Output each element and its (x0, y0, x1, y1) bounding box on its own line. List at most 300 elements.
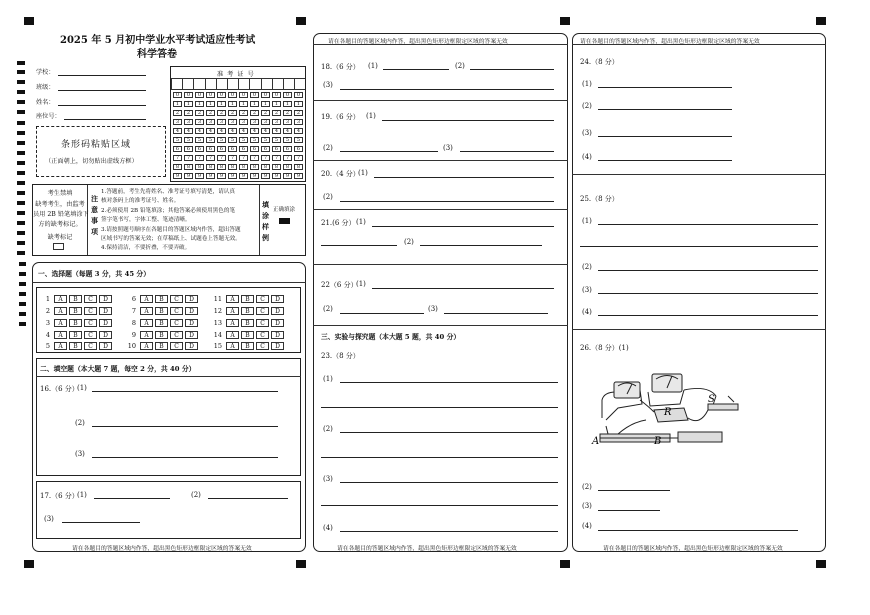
admission-digit-bubble[interactable]: 0 (239, 92, 248, 98)
admission-digit-bubble[interactable]: 2 (294, 110, 303, 116)
admission-digit-bubble[interactable]: 2 (206, 110, 215, 116)
mc-option-bubble[interactable]: C (170, 331, 183, 339)
mc-question-row (124, 342, 200, 350)
q17-answer-line[interactable] (62, 522, 140, 523)
mc-option-bubble[interactable]: A (226, 307, 239, 315)
admission-digit-bubble[interactable]: 0 (294, 92, 303, 98)
mc-question-row (38, 295, 114, 303)
mc-question-number: 13 (213, 319, 222, 327)
admission-digit-bubble[interactable]: 9 (250, 173, 259, 179)
q24-answer-line[interactable] (598, 160, 732, 161)
admission-digit-bubble[interactable]: 0 (217, 92, 226, 98)
admission-digit-bubble[interactable]: 2 (173, 110, 182, 116)
mc-option-bubble[interactable]: A (54, 295, 67, 303)
timing-mark (17, 221, 25, 225)
admission-digit-bubble[interactable]: 3 (228, 119, 237, 125)
notice-line: 区域书写的答案无效；在草稿纸上、试题卷上答题无效。 (101, 236, 241, 242)
mc-option-bubble[interactable]: C (84, 331, 97, 339)
admission-digit-bubble[interactable]: 9 (206, 173, 215, 179)
admission-digit-bubble[interactable]: 8 (184, 164, 193, 170)
q19-answer-line[interactable] (382, 120, 554, 121)
admission-digit-bubble[interactable]: 0 (184, 92, 193, 98)
absent-mark-box[interactable] (53, 243, 64, 250)
mc-option-bubble[interactable]: B (155, 319, 168, 327)
admission-digit-bubble[interactable]: 3 (195, 119, 204, 125)
mc-question-number: 7 (131, 307, 136, 315)
mc-question-number: 10 (127, 342, 136, 350)
alignment-mark (296, 560, 306, 568)
q24-answer-line[interactable] (598, 87, 732, 88)
mc-option-bubble[interactable]: D (271, 331, 284, 339)
mc-option-bubble[interactable]: C (170, 342, 183, 350)
admission-digit-bubble[interactable]: 8 (294, 164, 303, 170)
q23-answer-line[interactable] (321, 505, 558, 506)
mc-option-bubble[interactable]: B (155, 342, 168, 350)
admission-digit-bubble[interactable]: 2 (217, 110, 226, 116)
admission-digit-bubble[interactable]: 4 (261, 128, 270, 134)
admission-digit-bubble[interactable]: 6 (173, 146, 182, 152)
seat-field[interactable] (64, 119, 146, 120)
mc-option-bubble[interactable]: B (155, 307, 168, 315)
admission-digit-bubble[interactable]: 5 (206, 137, 215, 143)
admission-digit-bubble[interactable]: 9 (217, 173, 226, 179)
timing-mark (17, 70, 25, 74)
admission-digit-bubble[interactable]: 2 (195, 110, 204, 116)
q22-answer-line[interactable] (372, 288, 554, 289)
q25-answer-line[interactable] (598, 224, 818, 225)
circuit-label-b: B (654, 436, 662, 447)
admission-digit-bubble[interactable]: 8 (206, 164, 215, 170)
admission-digit-bubble[interactable]: 5 (184, 137, 193, 143)
q26-label: 26.（8 分）(1) (580, 344, 629, 352)
q23-answer-line[interactable] (340, 482, 558, 483)
admission-label: 准 考 证 号 (217, 71, 255, 78)
mc-option-bubble[interactable]: B (241, 307, 254, 315)
mc-option-bubble[interactable]: C (256, 331, 269, 339)
mc-option-bubble[interactable]: A (54, 319, 67, 327)
header-note: 请在各题目的答题区域内作答，超出黑色矩形边框限定区域的答案无效 (580, 39, 760, 45)
mc-option-bubble[interactable]: D (185, 295, 198, 303)
admission-digit-bubble[interactable]: 1 (195, 101, 204, 107)
mc-option-bubble[interactable]: A (140, 319, 153, 327)
admission-digit-bubble[interactable]: 7 (294, 155, 303, 161)
admission-digit-bubble[interactable]: 3 (250, 119, 259, 125)
mc-option-bubble[interactable]: C (84, 295, 97, 303)
admission-digit-bubble[interactable]: 7 (173, 155, 182, 161)
timing-mark (19, 312, 26, 316)
admission-digit-bubble[interactable]: 1 (184, 101, 193, 107)
mc-question-number: 11 (213, 295, 222, 303)
timing-mark (17, 171, 25, 175)
admission-digit-bubble[interactable]: 8 (250, 164, 259, 170)
mc-option-bubble[interactable]: C (256, 295, 269, 303)
admission-digit-bubble[interactable]: 2 (283, 110, 292, 116)
q25-answer-line[interactable] (598, 315, 818, 316)
admission-digit-bubble[interactable]: 1 (261, 101, 270, 107)
timing-mark (17, 161, 25, 165)
admission-digit-bubble[interactable]: 1 (173, 101, 182, 107)
q26-answer-line[interactable] (598, 490, 670, 491)
admission-digit-bubble[interactable]: 2 (184, 110, 193, 116)
footer-note: 请在各题目的答题区域内作答，超出黑色矩形边框限定区域的答案无效 (72, 546, 252, 552)
admission-digit-bubble[interactable]: 5 (239, 137, 248, 143)
barcode-note: （正面朝上，切勿贴出虚线方框） (45, 158, 138, 165)
timing-mark (17, 80, 25, 84)
mc-option-bubble[interactable]: C (256, 319, 269, 327)
admission-digit-bubble[interactable]: 0 (228, 92, 237, 98)
mc-option-bubble[interactable]: B (155, 331, 168, 339)
mc-option-bubble[interactable]: B (69, 331, 82, 339)
admission-digit-bubble[interactable]: 1 (228, 101, 237, 107)
admission-digit-bubble[interactable]: 4 (206, 128, 215, 134)
admission-digit-bubble[interactable]: 7 (184, 155, 193, 161)
admission-digit-bubble[interactable]: 6 (261, 146, 270, 152)
q24-answer-line[interactable] (598, 109, 732, 110)
mc-option-bubble[interactable]: A (140, 307, 153, 315)
mc-option-bubble[interactable]: D (99, 342, 112, 350)
q20-answer-line[interactable] (340, 201, 554, 202)
admission-digit-bubble[interactable]: 8 (261, 164, 270, 170)
admission-digit-bubble[interactable]: 5 (250, 137, 259, 143)
barcode-area (36, 126, 166, 177)
mc-option-bubble[interactable]: B (69, 295, 82, 303)
q23-answer-line[interactable] (340, 432, 558, 433)
mc-option-bubble[interactable]: C (256, 342, 269, 350)
q21-answer-line[interactable] (420, 245, 542, 246)
admission-digit-bubble[interactable]: 1 (272, 101, 281, 107)
q23-answer-line[interactable] (340, 382, 558, 383)
q22-answer-line[interactable] (444, 313, 548, 314)
absent-mark-label: 缺考标记 (47, 234, 73, 241)
mc-option-bubble[interactable]: C (84, 307, 97, 315)
timing-mark (17, 61, 25, 65)
q23-answer-line[interactable] (321, 457, 558, 458)
admission-digit-bubble[interactable]: 3 (217, 119, 226, 125)
admission-digit-bubble[interactable]: 0 (195, 92, 204, 98)
admission-digit-bubble[interactable]: 0 (283, 92, 292, 98)
q22-answer-line[interactable] (340, 313, 424, 314)
fill-example-label: 填涂样例 (262, 200, 269, 242)
admission-digit-bubble[interactable]: 4 (184, 128, 193, 134)
admission-digit-bubble[interactable]: 8 (283, 164, 292, 170)
admission-digit-bubble[interactable]: 2 (228, 110, 237, 116)
alignment-mark (24, 17, 34, 25)
mc-option-bubble[interactable]: B (69, 307, 82, 315)
q23-answer-line[interactable] (340, 531, 558, 532)
admission-digit-bubble[interactable]: 6 (239, 146, 248, 152)
barcode-title: 条形码粘贴区域 (61, 140, 132, 150)
q23-answer-line[interactable] (321, 407, 558, 408)
correct-fill-example (279, 218, 290, 224)
q19-label: 19.（6 分） (321, 113, 360, 121)
mc-question-row (124, 307, 200, 315)
q24-label: 24.（8 分） (580, 58, 619, 66)
admission-digit-bubble[interactable]: 1 (239, 101, 248, 107)
admission-digit-bubble[interactable]: 3 (206, 119, 215, 125)
admission-digit-bubble[interactable]: 1 (283, 101, 292, 107)
admission-digit-bubble[interactable]: 7 (206, 155, 215, 161)
q21-answer-line[interactable] (372, 226, 554, 227)
name-field[interactable] (58, 105, 146, 106)
admission-digit-bubble[interactable]: 1 (217, 101, 226, 107)
timing-mark (19, 272, 26, 276)
admission-digit-bubble[interactable]: 6 (184, 146, 193, 152)
admission-digit-bubble[interactable]: 7 (217, 155, 226, 161)
mc-question-row (38, 342, 114, 350)
admission-digit-bubble[interactable]: 6 (272, 146, 281, 152)
admission-digit-bubble[interactable]: 7 (261, 155, 270, 161)
admission-digit-bubble[interactable]: 2 (239, 110, 248, 116)
admission-digit-bubble[interactable]: 0 (272, 92, 281, 98)
mc-option-bubble[interactable]: C (256, 307, 269, 315)
mc-question-row (38, 307, 114, 315)
admission-digit-bubble[interactable]: 0 (261, 92, 270, 98)
admission-digit-bubble[interactable]: 8 (195, 164, 204, 170)
notice-line: 2.必须使用 2B 铅笔填涂；其他答案必须使用黑色的笔 (101, 207, 236, 214)
admission-digit-bubble[interactable]: 9 (261, 173, 270, 179)
admission-digit-bubble[interactable]: 3 (184, 119, 193, 125)
admission-digit-bubble[interactable]: 9 (184, 173, 193, 179)
admission-digit-bubble[interactable]: 6 (294, 146, 303, 152)
q18-answer-line[interactable] (340, 89, 554, 90)
mc-option-bubble[interactable]: B (241, 295, 254, 303)
admission-digit-bubble[interactable]: 4 (294, 128, 303, 134)
admission-digit-bubble[interactable]: 9 (283, 173, 292, 179)
admission-digit-bubble[interactable]: 7 (272, 155, 281, 161)
mc-option-bubble[interactable]: B (241, 319, 254, 327)
mc-option-bubble[interactable]: D (99, 295, 112, 303)
q16-label: 16.（6 分） (40, 385, 79, 393)
mc-option-bubble[interactable]: A (140, 331, 153, 339)
admission-digit-bubble[interactable]: 4 (217, 128, 226, 134)
mc-option-bubble[interactable]: D (271, 342, 284, 350)
admission-digit-bubble[interactable]: 7 (195, 155, 204, 161)
admission-digit-bubble[interactable]: 4 (239, 128, 248, 134)
mc-option-bubble[interactable]: B (155, 295, 168, 303)
q16-answer-line[interactable] (92, 457, 278, 458)
timing-mark (17, 191, 25, 195)
mc-option-bubble[interactable]: A (226, 319, 239, 327)
mc-option-bubble[interactable]: B (69, 342, 82, 350)
mc-option-bubble[interactable]: D (185, 331, 198, 339)
seat-label: 座位号： (36, 113, 61, 120)
admission-digit-bubble[interactable]: 3 (283, 119, 292, 125)
mc-option-bubble[interactable]: A (140, 342, 153, 350)
footer-note: 请在各题目的答题区域内作答，超出黑色矩形边框限定区域的答案无效 (337, 546, 517, 552)
admission-digit-bubble[interactable]: 3 (272, 119, 281, 125)
admission-digit-bubble[interactable]: 4 (250, 128, 259, 134)
mc-option-bubble[interactable]: D (99, 319, 112, 327)
admission-digit-bubble[interactable]: 7 (250, 155, 259, 161)
admission-digit-bubble[interactable]: 5 (195, 137, 204, 143)
mc-question-number: 5 (45, 342, 50, 350)
mc-option-bubble[interactable]: D (185, 319, 198, 327)
mc-option-bubble[interactable]: D (99, 307, 112, 315)
notice-line: 签字笔书写，字体工整、笔迹清晰。 (101, 217, 191, 224)
q21-label: 21.(6 分） (321, 219, 356, 227)
admission-digit-bubble[interactable]: 6 (228, 146, 237, 152)
admission-digit-bubble[interactable]: 3 (239, 119, 248, 125)
admission-digit-bubble[interactable]: 1 (250, 101, 259, 107)
admission-digit-bubble[interactable]: 4 (272, 128, 281, 134)
circuit-label-r: R (664, 407, 672, 418)
footer-note: 请在各题目的答题区域内作答，超出黑色矩形边框限定区域的答案无效 (603, 546, 783, 552)
mc-option-bubble[interactable]: A (54, 307, 67, 315)
notice-line: 1.答题前，考生先将姓名、准考证号填写清楚，请认真 (101, 189, 235, 195)
q20-answer-line[interactable] (374, 177, 554, 178)
mc-option-bubble[interactable]: C (170, 319, 183, 327)
admission-digit-bubble[interactable]: 1 (206, 101, 215, 107)
admission-digit-bubble[interactable]: 2 (261, 110, 270, 116)
mc-option-bubble[interactable]: B (69, 319, 82, 327)
admission-digit-bubble[interactable]: 4 (228, 128, 237, 134)
admission-digit-bubble[interactable]: 7 (228, 155, 237, 161)
mc-option-bubble[interactable]: C (170, 307, 183, 315)
q26-answer-line[interactable] (598, 530, 798, 531)
mc-option-bubble[interactable]: C (84, 319, 97, 327)
admission-digit-bubble[interactable]: 8 (217, 164, 226, 170)
mc-option-bubble[interactable]: D (99, 331, 112, 339)
mc-option-bubble[interactable]: A (226, 295, 239, 303)
admission-digit-bubble[interactable]: 8 (228, 164, 237, 170)
q22-label: 22（6 分） (321, 281, 358, 289)
admission-digit-bubble[interactable]: 9 (195, 173, 204, 179)
mc-question-row (124, 295, 200, 303)
mc-option-bubble[interactable]: D (185, 342, 198, 350)
admission-digit-bubble[interactable]: 5 (173, 137, 182, 143)
timing-mark (17, 110, 25, 114)
mc-question-row (210, 295, 286, 303)
mc-option-bubble[interactable]: A (54, 342, 67, 350)
q17-answer-line[interactable] (94, 498, 170, 499)
name-label: 姓名： (36, 99, 55, 106)
q18-label: 18.（6 分） (321, 63, 360, 71)
admission-digit-bubble[interactable]: 0 (206, 92, 215, 98)
admission-digit-bubble[interactable]: 5 (272, 137, 281, 143)
mc-option-bubble[interactable]: A (54, 331, 67, 339)
admission-digit-bubble[interactable]: 4 (195, 128, 204, 134)
admission-digit-bubble[interactable]: 6 (250, 146, 259, 152)
mc-option-bubble[interactable]: C (170, 295, 183, 303)
admission-digit-bubble[interactable]: 9 (239, 173, 248, 179)
q25-answer-line[interactable] (580, 246, 818, 247)
admission-digit-bubble[interactable]: 5 (217, 137, 226, 143)
section2-title: 二、填空题（本大题 7 题，每空 2 分，共 40 分） (40, 365, 196, 373)
admission-digit-bubble[interactable]: 9 (272, 173, 281, 179)
instructions-box: 考生禁填 缺考考生，由监考 员用 2B 铅笔填涂下 方的缺考标记。 缺考标记 注意事项 1.答题前，考生先将姓名、准考证号填写清楚，请认真 核对条码上的准考证号、姓名。 2.必须使用 2B 铅笔填涂；其他答案必须使用黑色的笔 签字笔书写，字体工整、笔迹清晰。 3.请按照题号顺序在各题目的答题区域内作答，超出答题 区域书写的答案无效；在草稿纸上、试题卷上答题无效。 4.保持清洁，不要折叠，不要弄破。 填涂样例 正确填涂 (32, 184, 306, 256)
q19-answer-line[interactable] (460, 151, 554, 152)
admission-digit-bubble[interactable]: 0 (173, 92, 182, 98)
admission-digit-bubble[interactable]: 5 (294, 137, 303, 143)
timing-mark (17, 100, 25, 104)
mc-option-bubble[interactable]: A (226, 342, 239, 350)
notice-line: 核对条码上的准考证号、姓名。 (101, 198, 180, 205)
mc-option-bubble[interactable]: B (241, 342, 254, 350)
mc-question-number: 12 (213, 307, 222, 315)
mc-question-row (38, 331, 114, 339)
mc-question-row (38, 319, 114, 327)
admission-digit-bubble[interactable]: 7 (283, 155, 292, 161)
mc-option-bubble[interactable]: D (185, 307, 198, 315)
q25-answer-line[interactable] (598, 293, 818, 294)
mc-option-bubble[interactable]: D (271, 307, 284, 315)
absent-title: 考生禁填 (47, 190, 73, 197)
q20-label: 20.（4 分） (321, 170, 360, 178)
admission-digit-bubble[interactable]: 6 (283, 146, 292, 152)
q16-answer-line[interactable] (92, 426, 278, 427)
admission-digit-bubble[interactable]: 0 (250, 92, 259, 98)
admission-digit-bubble[interactable]: 4 (283, 128, 292, 134)
admission-digit-bubble[interactable]: 3 (261, 119, 270, 125)
circuit-diagram (588, 360, 748, 455)
timing-mark (17, 90, 25, 94)
q21-answer-line[interactable] (321, 245, 397, 246)
admission-digit-bubble[interactable]: 2 (272, 110, 281, 116)
timing-mark (17, 151, 25, 155)
school-field[interactable] (58, 75, 146, 76)
mc-question-row (210, 307, 286, 315)
q17-answer-line[interactable] (208, 498, 288, 499)
admission-digit-bubble[interactable]: 2 (250, 110, 259, 116)
class-label: 班级： (36, 84, 55, 91)
admission-digit-bubble[interactable]: 4 (173, 128, 182, 134)
q26-answer-line[interactable] (598, 510, 660, 511)
q19-answer-line[interactable] (340, 151, 438, 152)
timing-mark (19, 262, 26, 266)
school-label: 学校： (36, 69, 55, 76)
class-field[interactable] (58, 90, 146, 91)
mc-option-bubble[interactable]: A (140, 295, 153, 303)
timing-mark (17, 251, 25, 255)
mc-option-bubble[interactable]: A (226, 331, 239, 339)
admission-digit-bubble[interactable]: 5 (283, 137, 292, 143)
mc-option-bubble[interactable]: D (271, 319, 284, 327)
q25-label: 25.（8 分） (580, 195, 619, 203)
mc-question-number: 15 (213, 342, 222, 350)
admission-digit-bubble[interactable]: 9 (173, 173, 182, 179)
admission-digit-bubble[interactable]: 5 (228, 137, 237, 143)
mc-option-bubble[interactable]: B (241, 331, 254, 339)
timing-mark (19, 292, 26, 296)
admission-digit-bubble[interactable]: 6 (217, 146, 226, 152)
circuit-label-a: A (592, 436, 600, 447)
admission-digit-bubble[interactable]: 3 (173, 119, 182, 125)
admission-digit-bubble[interactable]: 9 (294, 173, 303, 179)
admission-digit-bubble[interactable]: 7 (239, 155, 248, 161)
alignment-mark (24, 560, 34, 568)
q23-label: 23.（8 分） (321, 352, 360, 360)
admission-digit-bubble[interactable]: 8 (272, 164, 281, 170)
admission-digit-bubble[interactable]: 3 (294, 119, 303, 125)
q16-answer-line[interactable] (92, 391, 278, 392)
admission-digit-bubble[interactable]: 8 (239, 164, 248, 170)
admission-digit-bubble[interactable]: 8 (173, 164, 182, 170)
admission-digit-bubble[interactable]: 1 (294, 101, 303, 107)
circuit-label-s: S (708, 394, 715, 405)
q25-answer-line[interactable] (598, 270, 818, 271)
admission-digit-bubble[interactable]: 6 (195, 146, 204, 152)
q18-answer-line[interactable] (383, 69, 449, 70)
q24-answer-line[interactable] (598, 136, 732, 137)
mc-option-bubble[interactable]: D (271, 295, 284, 303)
mc-question-row (210, 342, 286, 350)
mc-question-number: 14 (213, 331, 222, 339)
admission-digit-bubble[interactable]: 5 (261, 137, 270, 143)
admission-digit-bubble[interactable]: 6 (206, 146, 215, 152)
q18-answer-line[interactable] (470, 69, 554, 70)
mc-option-bubble[interactable]: C (84, 342, 97, 350)
admission-digit-bubble[interactable]: 9 (228, 173, 237, 179)
